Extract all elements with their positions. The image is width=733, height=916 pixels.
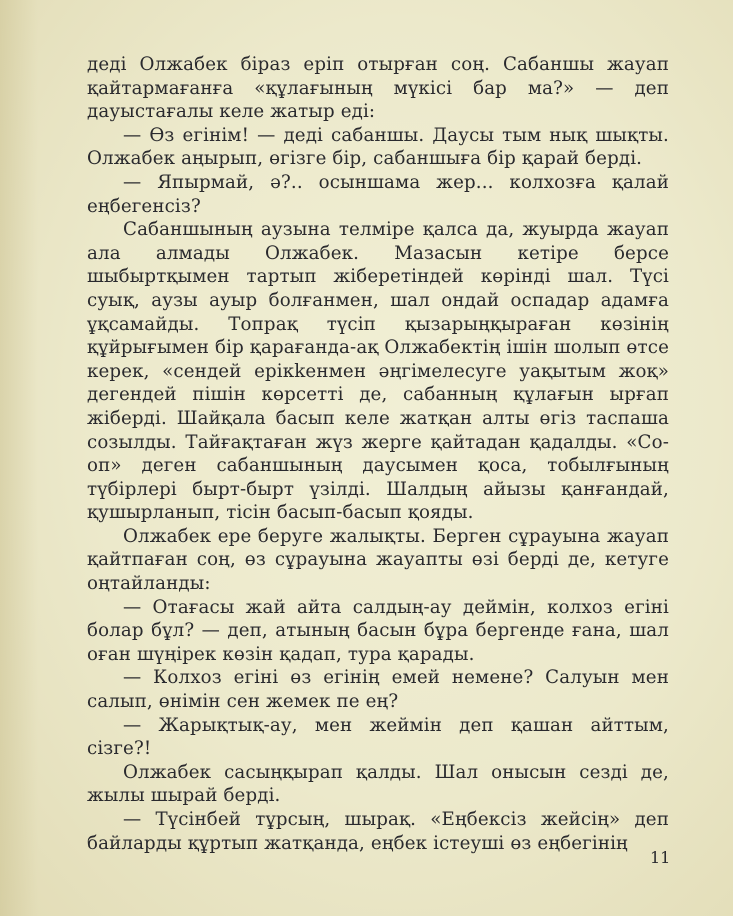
paragraph: — Жарықтық-ау, мен жеймін деп қашан айттым, сізге?! (87, 714, 669, 760)
paragraph: — Өз егінім! — деді сабаншы. Даусы тым нық шықты. Олжабек аңырып, өгізге бір, сабаншыға бір қарай берді. (87, 124, 669, 170)
paragraph: — Япырмай, ә?.. осыншама жер... колхозға қалай еңбегенсіз? (87, 171, 669, 217)
paragraph: деді Олжабек біраз еріп отырған соң. Сабаншы жауап қайтармағанға «құлағының мүкісі бар ма?» — деп дауыстағалы келе жатыр еді: (87, 54, 669, 123)
paragraph: Сабаншының аузына телміре қалса да, жуырда жауап ала алмады Олжабек. Мазасын кетіре берсе шыбыртқымен тартып жіберетіндей көрінді шал. Түсі суық, аузы ауыр болғанмен, шал ондай оспадар адамға ұқсамайды. Топрақ түсіп қызарыңқыраған көзінің құйрығымен бір қарағанда-ақ Олжабектің ішін шолып өтсе керек, «сендей ерікkенмен әңгімелесуге уақытым жоқ» дегендей пішін көрсетті де, сабанның құлағын ырғап жіберді. Шайқала басып келе жатқан алты өгіз таспаша созылды. Тайғақтаған жүз жерге қайтадан қадалды. «Со-оп» деген сабаншының даусымен қоса, тобылғының түбірлері бырт-бырт үзілді. Шалдың айызы қанғандай, қушырланып, тісін басып-басып қояды. (87, 219, 669, 524)
page-number: 11 (650, 848, 671, 867)
paragraph: Олжабек ере беруге жалықты. Берген сұрауына жауап қайтпаған соң, өз сұрауына жауапты өзі берді де, кетуге оңтайланды: (87, 525, 669, 595)
paragraph: — Түсінбей тұрсың, шырақ. «Еңбексіз жейсің» деп байларды құртып жатқанда, еңбек істеуші өз еңбегінің (87, 809, 669, 854)
paragraph: — Колхоз егіні өз егінің емей немене? Салуын мен салып, өнімін сен жемек пе ең? (87, 667, 669, 713)
paragraph: Олжабек сасыңқырап қалды. Шал онысын сезді де, жылы шырай берді. (87, 761, 669, 807)
paragraph: — Отағасы жай айта салдың-ау деймін, колхоз егіні болар бұл? — деп, атының басын бұра бергенде ғана, шал оған шүңірек көзін қадап, тура қарады. (87, 596, 669, 665)
page-text (87, 53, 669, 855)
